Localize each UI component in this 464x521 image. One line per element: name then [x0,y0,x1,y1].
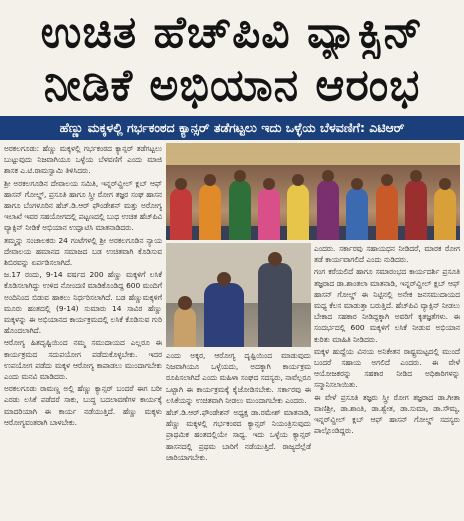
person-head [234,170,246,182]
person-figure [199,184,221,240]
paragraph: ಎಂದರು. ಸರ್ಕಾರವು ಸಹಾಯಧನ ನೀಡಿದರೆ, ಮಾರಕ ರೋಗ ತಡೆ ಕಾರ್ಯವಾಗಲಿದೆ ಎಂದು ನುಡಿದರು. [314,244,460,265]
paragraph: ಗಂಗ ಕರೆಯಲಿದೆ ಹಾಗೂ ಸಮಾರಂಭದ ಕಾರ್ಯದರ್ಶಿ ಪ್ರಸೂತಿ ತಜ್ಞರಾದ ಡಾ.ಶಾಂತಲಾ ಮಾತನಾಡಿ, ಇನ್ನರ್‌ವ್ಹೀಲ್ ಕ್ಲಬ್ ಆಫ್ ಹಾಸನ್ ಗೋಲ್ಡ್ ಈ ನಿಟ್ಟಿನಲ್ಲಿ ಅನೇಕ ಜನಸಮುದಾಯದ ಮಧ್ಯ ಕೆಲಸ ಮಾಡುತ್ತಾ ಬರುತ್ತಿದೆ. ಹೆಚ್‌ಪಿವಿ ವ್ಯಾಕ್ಸಿನ್ ನೀಡಲು ಬೇಕಾದ ಸಹಕಾರ ನೀಡಿದ್ದಕ್ಕಾಗಿ ಅವರಿಗೆ ಕೃತಜ್ಞತೆಗಳು. ಈ ಸಂದರ್ಭದಲ್ಲಿ 600 ಮಕ್ಕಳಿಗೆ ಲಸಿಕೆ ನೀಡುವ ಅಭಿಯಾನ ಕುರಿತು ಮಾಹಿತಿ ನೀಡಿದರು. [314,267,460,344]
person-head [381,174,393,186]
stage-banner [166,143,460,165]
person-head [217,272,231,286]
paragraph: ಮಕ್ಕಳ ಹುದ್ದೆಯ ವಿನಯ ಅನಿಕೇತನ ರಾಷ್ಟ್ರಮಟ್ಟದಲ್ಲಿ ಮುಂದೆ ಬಂದರೆ ಸಹಾಯ ಅಗಲಿದೆ ಎಂದರು. ಈ ವೇಳೆ ಆಯೋಜಕರನ್ನು ಸಹಕಾರ ನೀಡಿದ ಅಧಿಕಾರಿಗಳನ್ನು ಸನ್ಮಾನಿಸಲಾಯಿತು. [314,346,460,390]
article-column-left [4,143,162,517]
news-photo-vaccination [166,243,311,347]
paragraph: ಜ.17 ರಂದು, 9-14 ವರ್ಷದ 200 ಹೆಣ್ಣು ಮಕ್ಕಳಿಗೆ ಲಸಿಕೆ ಕೊಡಿಸಲಾಗಿದ್ದು ಉಳಿದ ನೋಂದಣಿ ಮಾಡಿಕೊಂಡಿದ್ದ 600 ಮಂದಿಗೆ ಅಂದಿನಿಂದ ಬಿಡುವ ಹಾಕಲು ನಿರ್ಧರಿಸಲಾಗಿದೆ. ಬಡ ಹೆಣ್ಣುಮಕ್ಕಳಿಗೆ ಮೂರು ಹಂತದಲ್ಲಿ (9-14) ಸುಮಾರು 14 ಸಾವಿರ ಹೆಣ್ಣು ಮಕ್ಕಳನ್ನು ಈ ಅಭಿಯಾನದ ಕಾರ್ಯಕ್ರಮದಲ್ಲಿ ಲಸಿಕೆ ಕೊಡಿಸುವ ಗುರಿ ಹೊಂದಲಾಗಿದೆ. [4,270,162,336]
person-figure [170,188,192,240]
paragraph: ಆರೋಗ್ಯ ಹಿತದೃಷ್ಟಿಯಿಂದ ನಮ್ಮ ಸಮುದಾಯದ ಎಲ್ಲರೂ ಈ ಕಾರ್ಯಕ್ರಮದ ಸದುಪಯೋಗ ಪಡೆದುಕೊಳ್ಳಬೇಕು. ಇದರ ಉಪಯೋಗ ಪಡೆದು ಮಕ್ಕಳ ಆರೋಗ್ಯ ಕಾಪಾಡಲು ಮುಂದಾಗಬೇಕು ಎಂದು ಮನವಿ ಮಾಡಿದರು. [4,338,162,382]
person-head [268,252,282,266]
paragraph: ಈ ವೇಳೆ ಪ್ರಸೂತಿ ತಜ್ಞರು ಸ್ತ್ರೀ ರೋಗ ತಜ್ಞರಾದ ಡಾ.ಗೀತಾ ವಾಣಿಶ್ರೀ, ಡಾ.ಶಾಂತಿ, ಡಾ.ಶ್ವೇತ, ಡಾ.ಸುಮಾ, ಡಾ.ಸೌಮ್ಯ, ಇನ್ನರ್‌ವ್ಹೀಲ್ ಕ್ಲಬ್ ಆಫ್ ಹಾಸನ್ ಗೋಲ್ಡ್ ಸದಸ್ಯರು ಪಾಲ್ಗೊಂಡಿದ್ದರು. [314,392,460,436]
person-head [351,178,363,190]
paragraph: ಎಂದು ಅಕ್ಕರ, ಆರೋಗ್ಯ ದೃಷ್ಟಿಯಿಂದ ಮಾಡುವುದು ನಿಜವಾಗಿಯೂ ಒಳ್ಳೆಯದು, ಅದಕ್ಕಾಗಿ ಕಾರ್ಯಕ್ರಮ ರೂಪಿಸಲಾಗಿದೆ ಎಂದು ಮಹಿಳಾ ಸಂಘದ ಸದಸ್ಯರು, ನಾವೆಲ್ಲರೂ ಒಟ್ಟಾಗಿ ಈ ಕಾರ್ಯಕ್ರಮಕ್ಕೆ ಕೈಜೋಡಿಸಬೇಕು. ಸರ್ಕಾರವು ಈ ಲಸಿಕೆಯನ್ನು ಉಚಿತವಾಗಿ ನೀಡಲು ಮುಂದಾಗಬೇಕು ಎಂದರು. [166,351,311,405]
person-head [322,170,334,182]
person-head [410,170,422,182]
headline-line-2: ನೀಡಿಕೆ ಅಭಿಯಾನ ಆರಂಭ [43,60,421,111]
paragraph: ಶ್ರೀ ಅರಕಲಗೂಡಿನ ದೇವಾಲಯ ಸಮಿತಿ, ಇನ್ನರ್‌ವ್ಹೀಲ್ ಕ್ಲಬ್ ಆಫ್ ಹಾಸನ್ ಗೋಲ್ಡ್, ಪ್ರಸೂತಿ ಹಾಗೂ ಸ್ತ್ರೀ ರೋಗ ತಜ್ಞರ ಸಂಘ ಹಾಸನ ಹಾಗೂ ಬೆಂಗಳೂರಿನ ಹೆಚ್.ಡಿ.ಆರ್ ಫೌಂಡೇಶನ್ ಮತ್ತು ಅರೋಗ್ಯ ಇಲಾಖೆ ಇವರ ಸಹಯೋಗದಲ್ಲಿ ಪಟ್ಟಣದಲ್ಲಿ ಬುಧ ಉಚಿತ ಹೆಚ್‌ಪಿವಿ ವ್ಯಾಕ್ಸಿನ್ ನೀಡಿಕೆ ಅಭಿಯಾನ ಉದ್ಘಾಟಿಸಿ ಮಾತನಾಡಿದರು. [4,178,162,233]
paragraph: ಅರಕಲಗೂಡು ರಾಮಣ್ಣ ಅಲ್ಲಿ ಹೆಣ್ಣು ಕ್ಯಾನ್ಸರ್ ಬಂದರೆ ಈಗ ಬರೀ ಎರಡು ಲಸಿಕೆ ಪಡೆದರೆ ಸಾಕು, ಬುದ್ಧ ಬದಲಾವಣೆಗಳ ಕಾರ್ಯಕ್ಕೆ ಮಾದರಿಯಾಗಿ ಈ ಕಾರ್ಯ ನಡೆಯುತ್ತಿದೆ. ಹೆಣ್ಣು ಮಕ್ಕಳು ಆರೋಗ್ಯವಂತರಾಗಿ ಬಾಳಬೇಕು. [4,384,162,427]
paragraph: ತಮ್ಮನ್ನು ಸಂಚಾಲಕರು 24 ಗಂಟೆಗಳಲ್ಲಿ ಶ್ರೀ ಅರಕಲಗೂಡಿನ ನ್ಯಾಯ ದೇವಾಲಯ ಹಮಾನದ ಸಮಾಜದ ಬಡ ಉಚಿತವಾಗಿ ಕೊಡಿಸುವ ಶಿಬಿರವನ್ನು ಏರ್ಪಡಿಸಲಾಗಿದೆ. [4,235,162,268]
person-figure [229,180,251,240]
person-figure [376,184,398,240]
person-figure [346,188,368,240]
person-head [263,178,275,190]
nurse-figure [258,263,292,347]
paragraph: ಅರಕಲಗೂಡು: ಹೆಣ್ಣು ಮಕ್ಕಳಲ್ಲಿ ಗರ್ಭಕಂಠದ ಕ್ಯಾನ್ಸರ್ ತಡೆಗಟ್ಟಲು ಬುಟ್ಟುವುದು ನಿಜವಾಗಿಯೂ ಒಳ್ಳೆಯ ಬೆಳವಣಿಗೆ ಎಂದು ಮಾಜಿ ಶಾಸಕ ಎ.ಟಿ.ರಾಮಸ್ವಾಮಿ ತಿಳಿಸಿದರು. [4,144,162,176]
person-figure [405,180,427,240]
subheadline-bar: ಹೆಣ್ಣು ಮಕ್ಕಳಲ್ಲಿ ಗರ್ಭಕಂಠದ ಕ್ಯಾನ್ಸರ್ ತಡೆಗಟ್ಟಲು ಇದು ಒಳ್ಳೆಯ ಬೆಳವಣಿಗೆ: ಎಟಿಆರ್ [0,116,464,140]
person-figure [434,188,456,240]
person-head [204,174,216,186]
headline [0,0,464,116]
girl-figure [204,283,244,347]
person-figure [287,184,309,240]
person-head [178,296,192,310]
child-figure [174,307,196,347]
article-column-middle [166,350,311,517]
paragraph: ಹೆಚ್.ಡಿ.ಆರ್.ಫೌಂಡೇಶನ್ ಅಧ್ಯಕ್ಷ ಡಾ.ರಮೇಶ್ ಮಾತನಾಡಿ, ಹೆಣ್ಣು ಮಕ್ಕಳಲ್ಲಿ ಗರ್ಭಕಂಠದ ಕ್ಯಾನ್ಸರ್ ನಿಯಂತ್ರಿಸುವುದು ಪ್ರಾಥಮಿಕ ಹಂತದಲ್ಲಿಯೇ ಸಾಧ್ಯ. ಇದು ಒಳ್ಳೆಯ ಕ್ಯಾನ್ಸರ್ ಹಾಸನದಲ್ಲಿ ಪ್ರಥಮ ಬಾರಿಗೆ ನಡೆಯುತ್ತಿದೆ. ರಾಜ್ಯದೆಲ್ಲೆಡೆ ಜಾರಿಯಾಗಬೇಕು. [166,408,311,462]
person-figure [258,188,280,240]
news-photo-group [166,143,460,240]
person-head [175,178,187,190]
article-column-right [314,243,460,517]
headline-line-1: ಉಚಿತ ಹೆಚ್‌ಪಿವಿ ವ್ಯಾಕ್ಸಿನ್ [40,7,424,58]
person-figure [317,180,339,240]
